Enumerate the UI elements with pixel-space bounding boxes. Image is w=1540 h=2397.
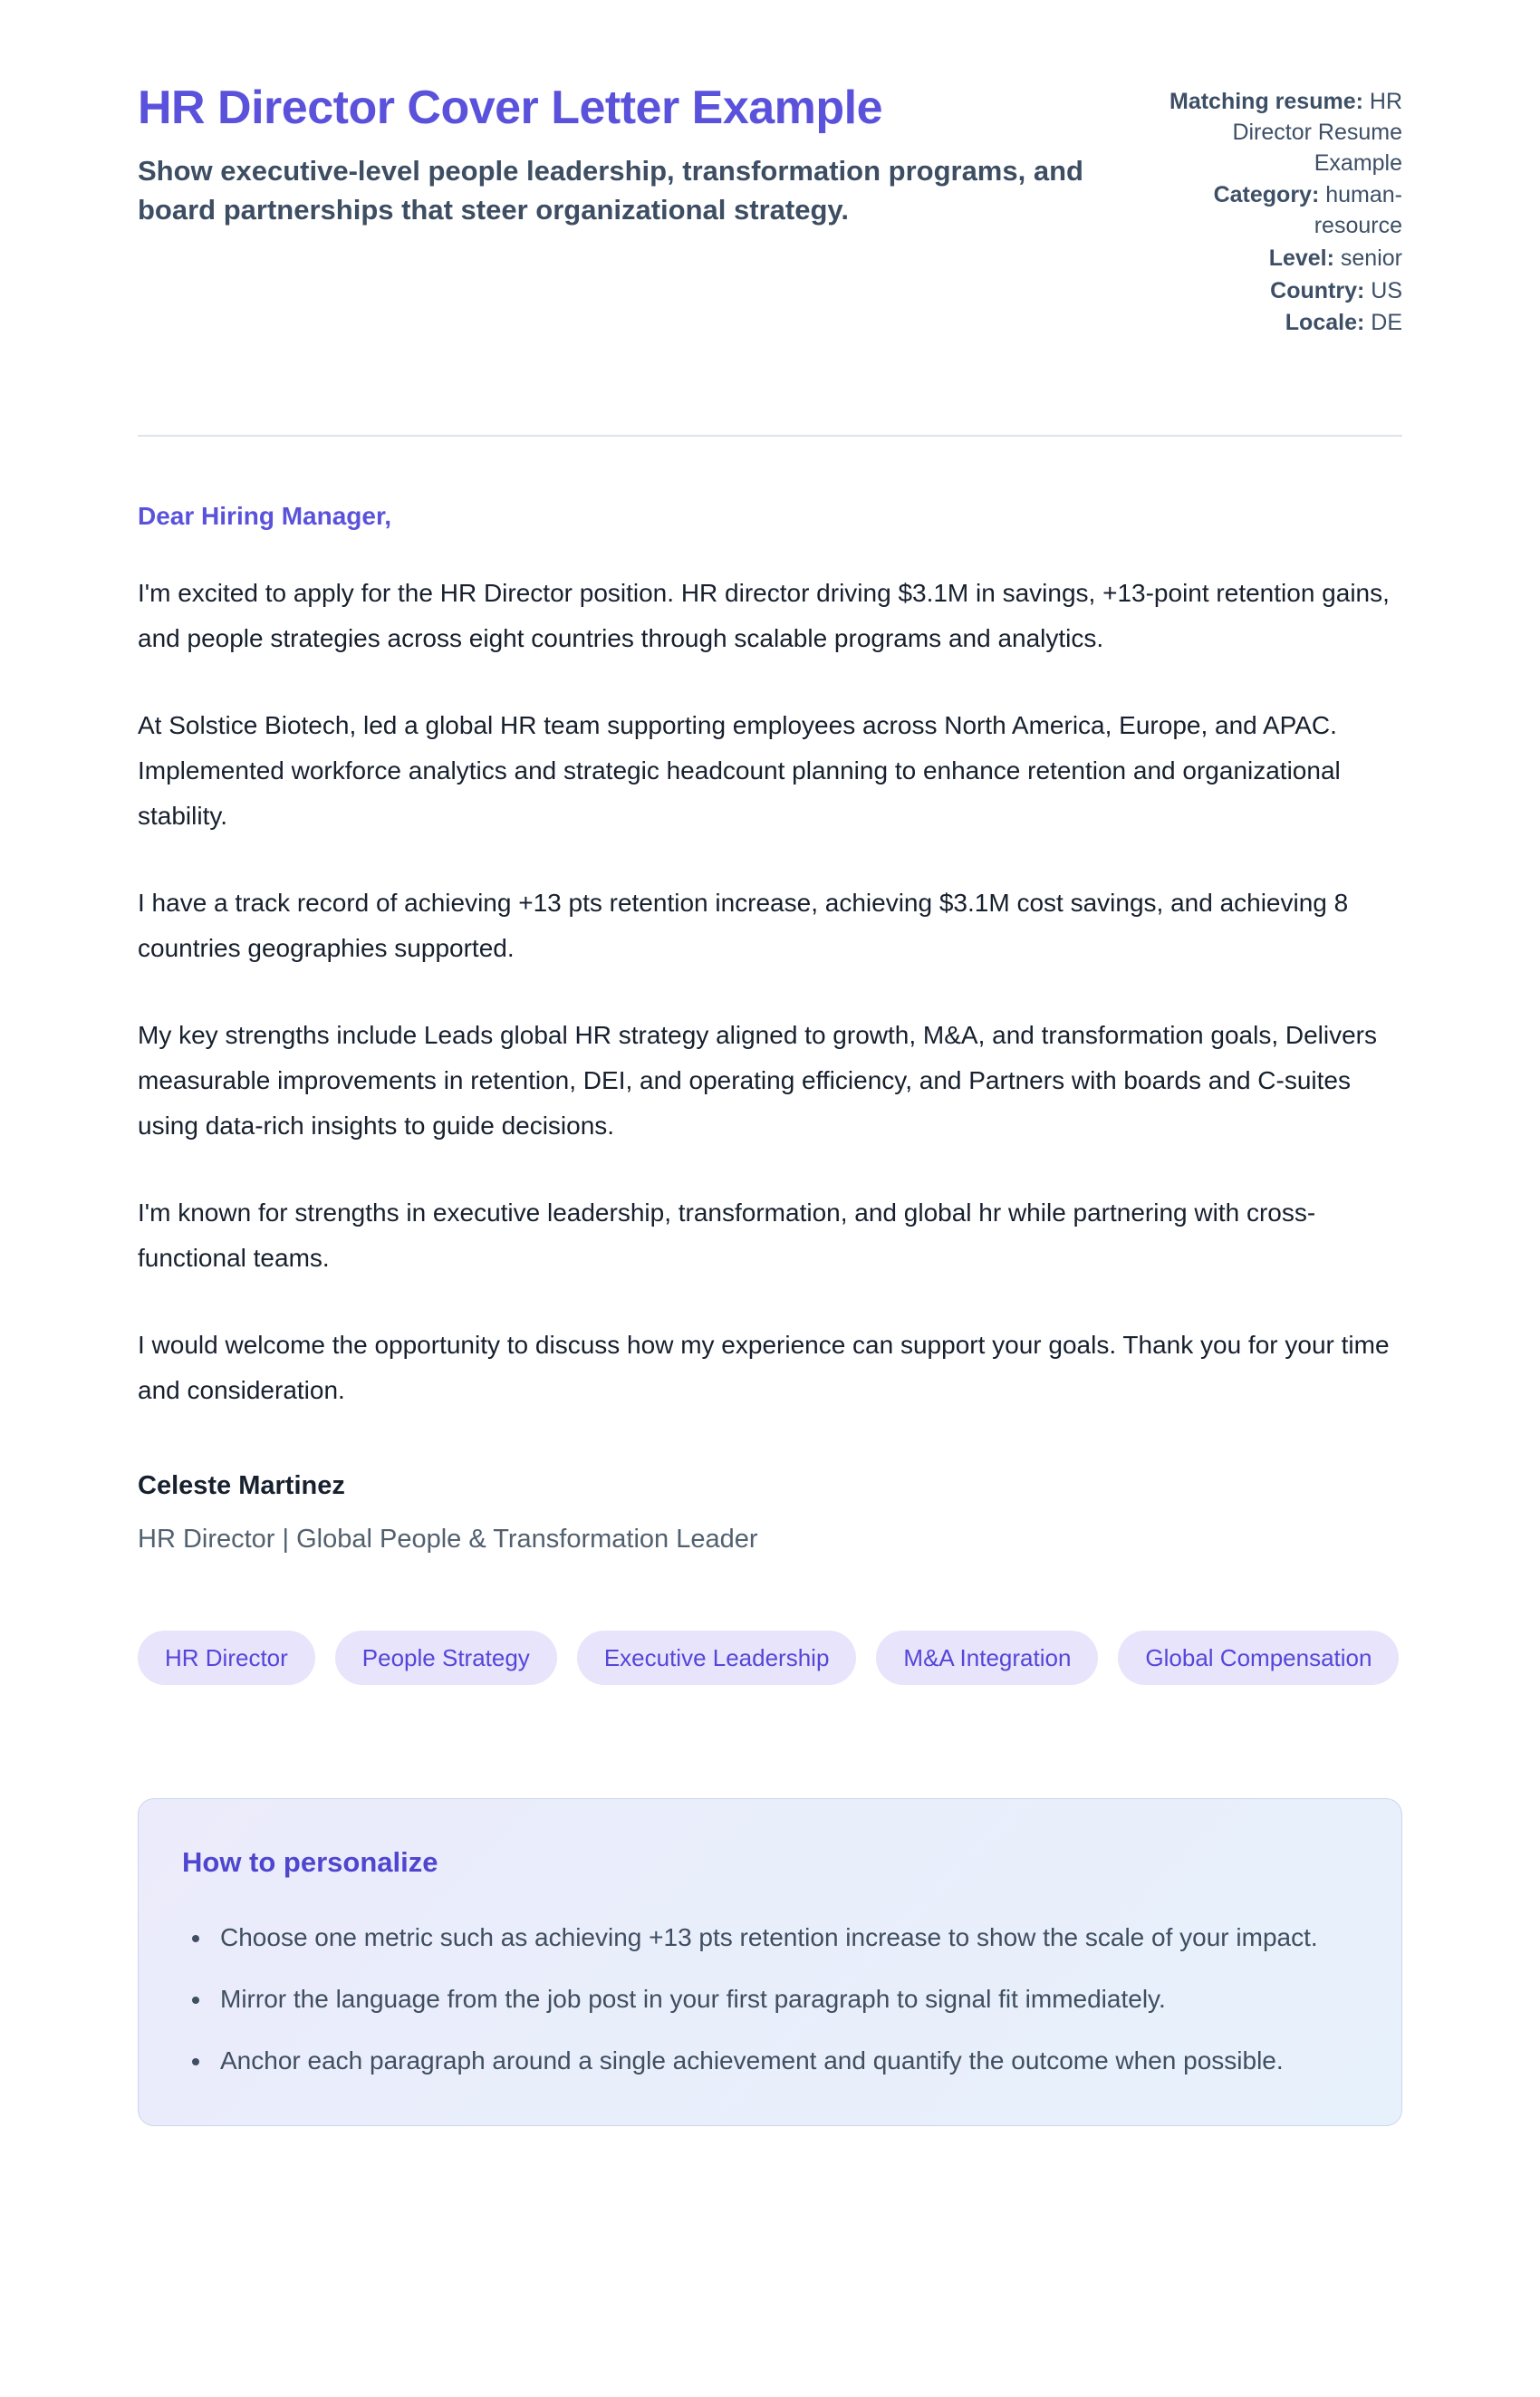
meta-locale-label: Locale: bbox=[1285, 310, 1365, 336]
page-subtitle: Show executive-level people leadership, transformation programs, and board partnerships that steer organizational strategy. bbox=[138, 154, 1083, 226]
meta-block bbox=[1162, 82, 1402, 341]
tag-pill[interactable]: M&A Integration bbox=[876, 1631, 1098, 1685]
page-container bbox=[138, 0, 1402, 2126]
letter-paragraph: At Solstice Biotech, led a global HR team supporting employees across North America, Europe, and APAC. Implemented workforce analytics and strategic headcount planning to enhance retention and organizational stability. bbox=[138, 711, 1341, 830]
meta-country-value: US bbox=[1371, 277, 1402, 303]
page-title: HR Director Cover Letter Example bbox=[138, 82, 883, 134]
personalize-tip: • Mirror the language from the job post in your first paragraph to signal fit immediately. bbox=[213, 1977, 1336, 2022]
letter-paragraph: My key strengths include Leads global HR strategy aligned to growth, M&A, and transformation goals, Delivers measurable improvements in retention, DEI, and operating efficiency, and Partners with boards and C-suites using data-rich insights to guide decisions. bbox=[138, 1021, 1378, 1140]
signature-title: HR Director | Global People & Transformation Leader bbox=[138, 1525, 758, 1554]
letter-greeting: Dear Hiring Manager, bbox=[138, 502, 392, 530]
meta-locale-value: DE bbox=[1371, 310, 1402, 336]
personalize-heading: How to personalize bbox=[182, 1846, 438, 1878]
personalize-box bbox=[138, 1798, 1402, 2126]
meta-category bbox=[1162, 180, 1402, 242]
meta-country-label: Country: bbox=[1270, 277, 1365, 303]
meta-country bbox=[1162, 276, 1402, 307]
letter-paragraph: I would welcome the opportunity to discuss how my experience can support your goals. Thank you for your time and consideration. bbox=[138, 1331, 1390, 1404]
header-divider bbox=[138, 435, 1402, 437]
letter-paragraph: I have a track record of achieving +13 pts retention increase, achieving $3.1M cost savings, and achieving 8 countries geographies supported. bbox=[138, 889, 1349, 962]
letter-body bbox=[138, 571, 1402, 1413]
tag-pill[interactable]: HR Director bbox=[138, 1631, 315, 1685]
tag-pill[interactable]: Executive Leadership bbox=[577, 1631, 857, 1685]
letter-paragraph: I'm excited to apply for the HR Director position. HR director driving $3.1M in savings, +13-point retention gains, and people strategies across eight countries through scalable programs and analytics. bbox=[138, 579, 1390, 652]
meta-level bbox=[1162, 244, 1402, 274]
meta-matching-resume bbox=[1162, 87, 1402, 178]
meta-category-value: human-resource bbox=[1314, 182, 1402, 238]
letter-paragraph: I'm known for strengths in executive leadership, transformation, and global hr while partnering with cross-functional teams. bbox=[138, 1198, 1316, 1272]
meta-level-value: senior bbox=[1340, 245, 1402, 271]
meta-matching-resume-value: HR Director Resume Example bbox=[1232, 89, 1402, 176]
personalize-tip: • Anchor each paragraph around a single achievement and quantify the outcome when possible. bbox=[213, 2038, 1336, 2084]
tag-pill[interactable]: People Strategy bbox=[335, 1631, 557, 1685]
tag-pill[interactable]: Global Compensation bbox=[1118, 1631, 1399, 1685]
personalize-tip-list bbox=[182, 1915, 1358, 2084]
meta-locale bbox=[1162, 308, 1402, 339]
title-block bbox=[138, 82, 1098, 229]
page-header bbox=[138, 82, 1402, 341]
personalize-tip: • Choose one metric such as achieving +13 pts retention increase to show the scale of your impact. bbox=[213, 1915, 1336, 1960]
signature-name: Celeste Martinez bbox=[138, 1471, 345, 1500]
tag-list bbox=[138, 1631, 1402, 1685]
meta-level-label: Level: bbox=[1268, 245, 1334, 271]
meta-matching-resume-label: Matching resume: bbox=[1169, 89, 1363, 114]
meta-category-label: Category: bbox=[1213, 182, 1320, 208]
